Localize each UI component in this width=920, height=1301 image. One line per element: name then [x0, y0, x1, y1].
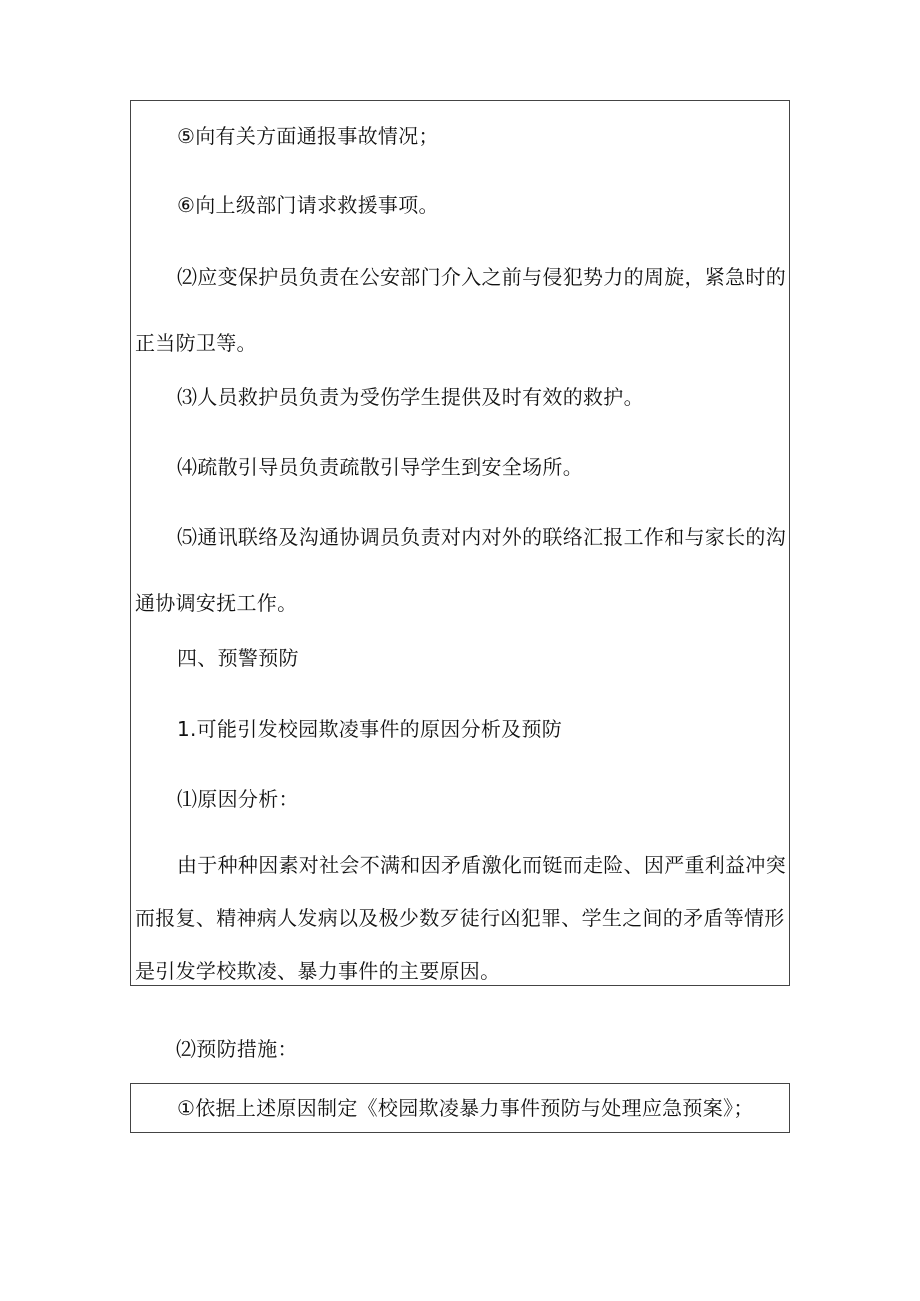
- item-cause-analysis: ⑴原因分析：: [177, 787, 299, 811]
- paragraph-evacuation-duty: ⑷疏散引导员负责疏散引导学生到安全场所。: [177, 455, 583, 479]
- document-box-main: [130, 100, 790, 986]
- subheading-cause-analysis-prevention: 1.可能引发校园欺凌事件的原因分析及预防: [177, 717, 563, 741]
- paragraph-formulate-plan: ①依据上述原因制定《校园欺凌暴力事件预防与处理应急预案》；: [177, 1096, 754, 1120]
- paragraph-causes: 由于种种因素对社会不满和因矛盾激化而铤而走险、因严重利益冲突而报复、精神病人发病以及极少数歹徒行凶犯罪、学生之间的矛盾等情形是引发学校欺凌、暴力事件的主要原因。: [135, 853, 786, 983]
- paragraph-communication-duty: ⑸通讯联络及沟通协调员负责对内对外的联络汇报工作和与家长的沟通协调安抚工作。: [135, 525, 786, 615]
- item-prevention-measures: ⑵预防措施：: [176, 1037, 298, 1061]
- paragraph-protector-duty: ⑵应变保护员负责在公安部门介入之前与侵犯势力的周旋，紧急时的正当防卫等。: [135, 265, 786, 355]
- section-heading-warning-prevention: 四、预警预防: [177, 646, 299, 670]
- paragraph-rescuer-duty: ⑶人员救护员负责为受伤学生提供及时有效的救护。: [177, 385, 644, 409]
- document-box-bottom: [130, 1083, 790, 1133]
- paragraph-report-accident: ⑤向有关方面通报事故情况；: [177, 124, 439, 148]
- paragraph-request-rescue: ⑥向上级部门请求救援事项。: [177, 193, 439, 217]
